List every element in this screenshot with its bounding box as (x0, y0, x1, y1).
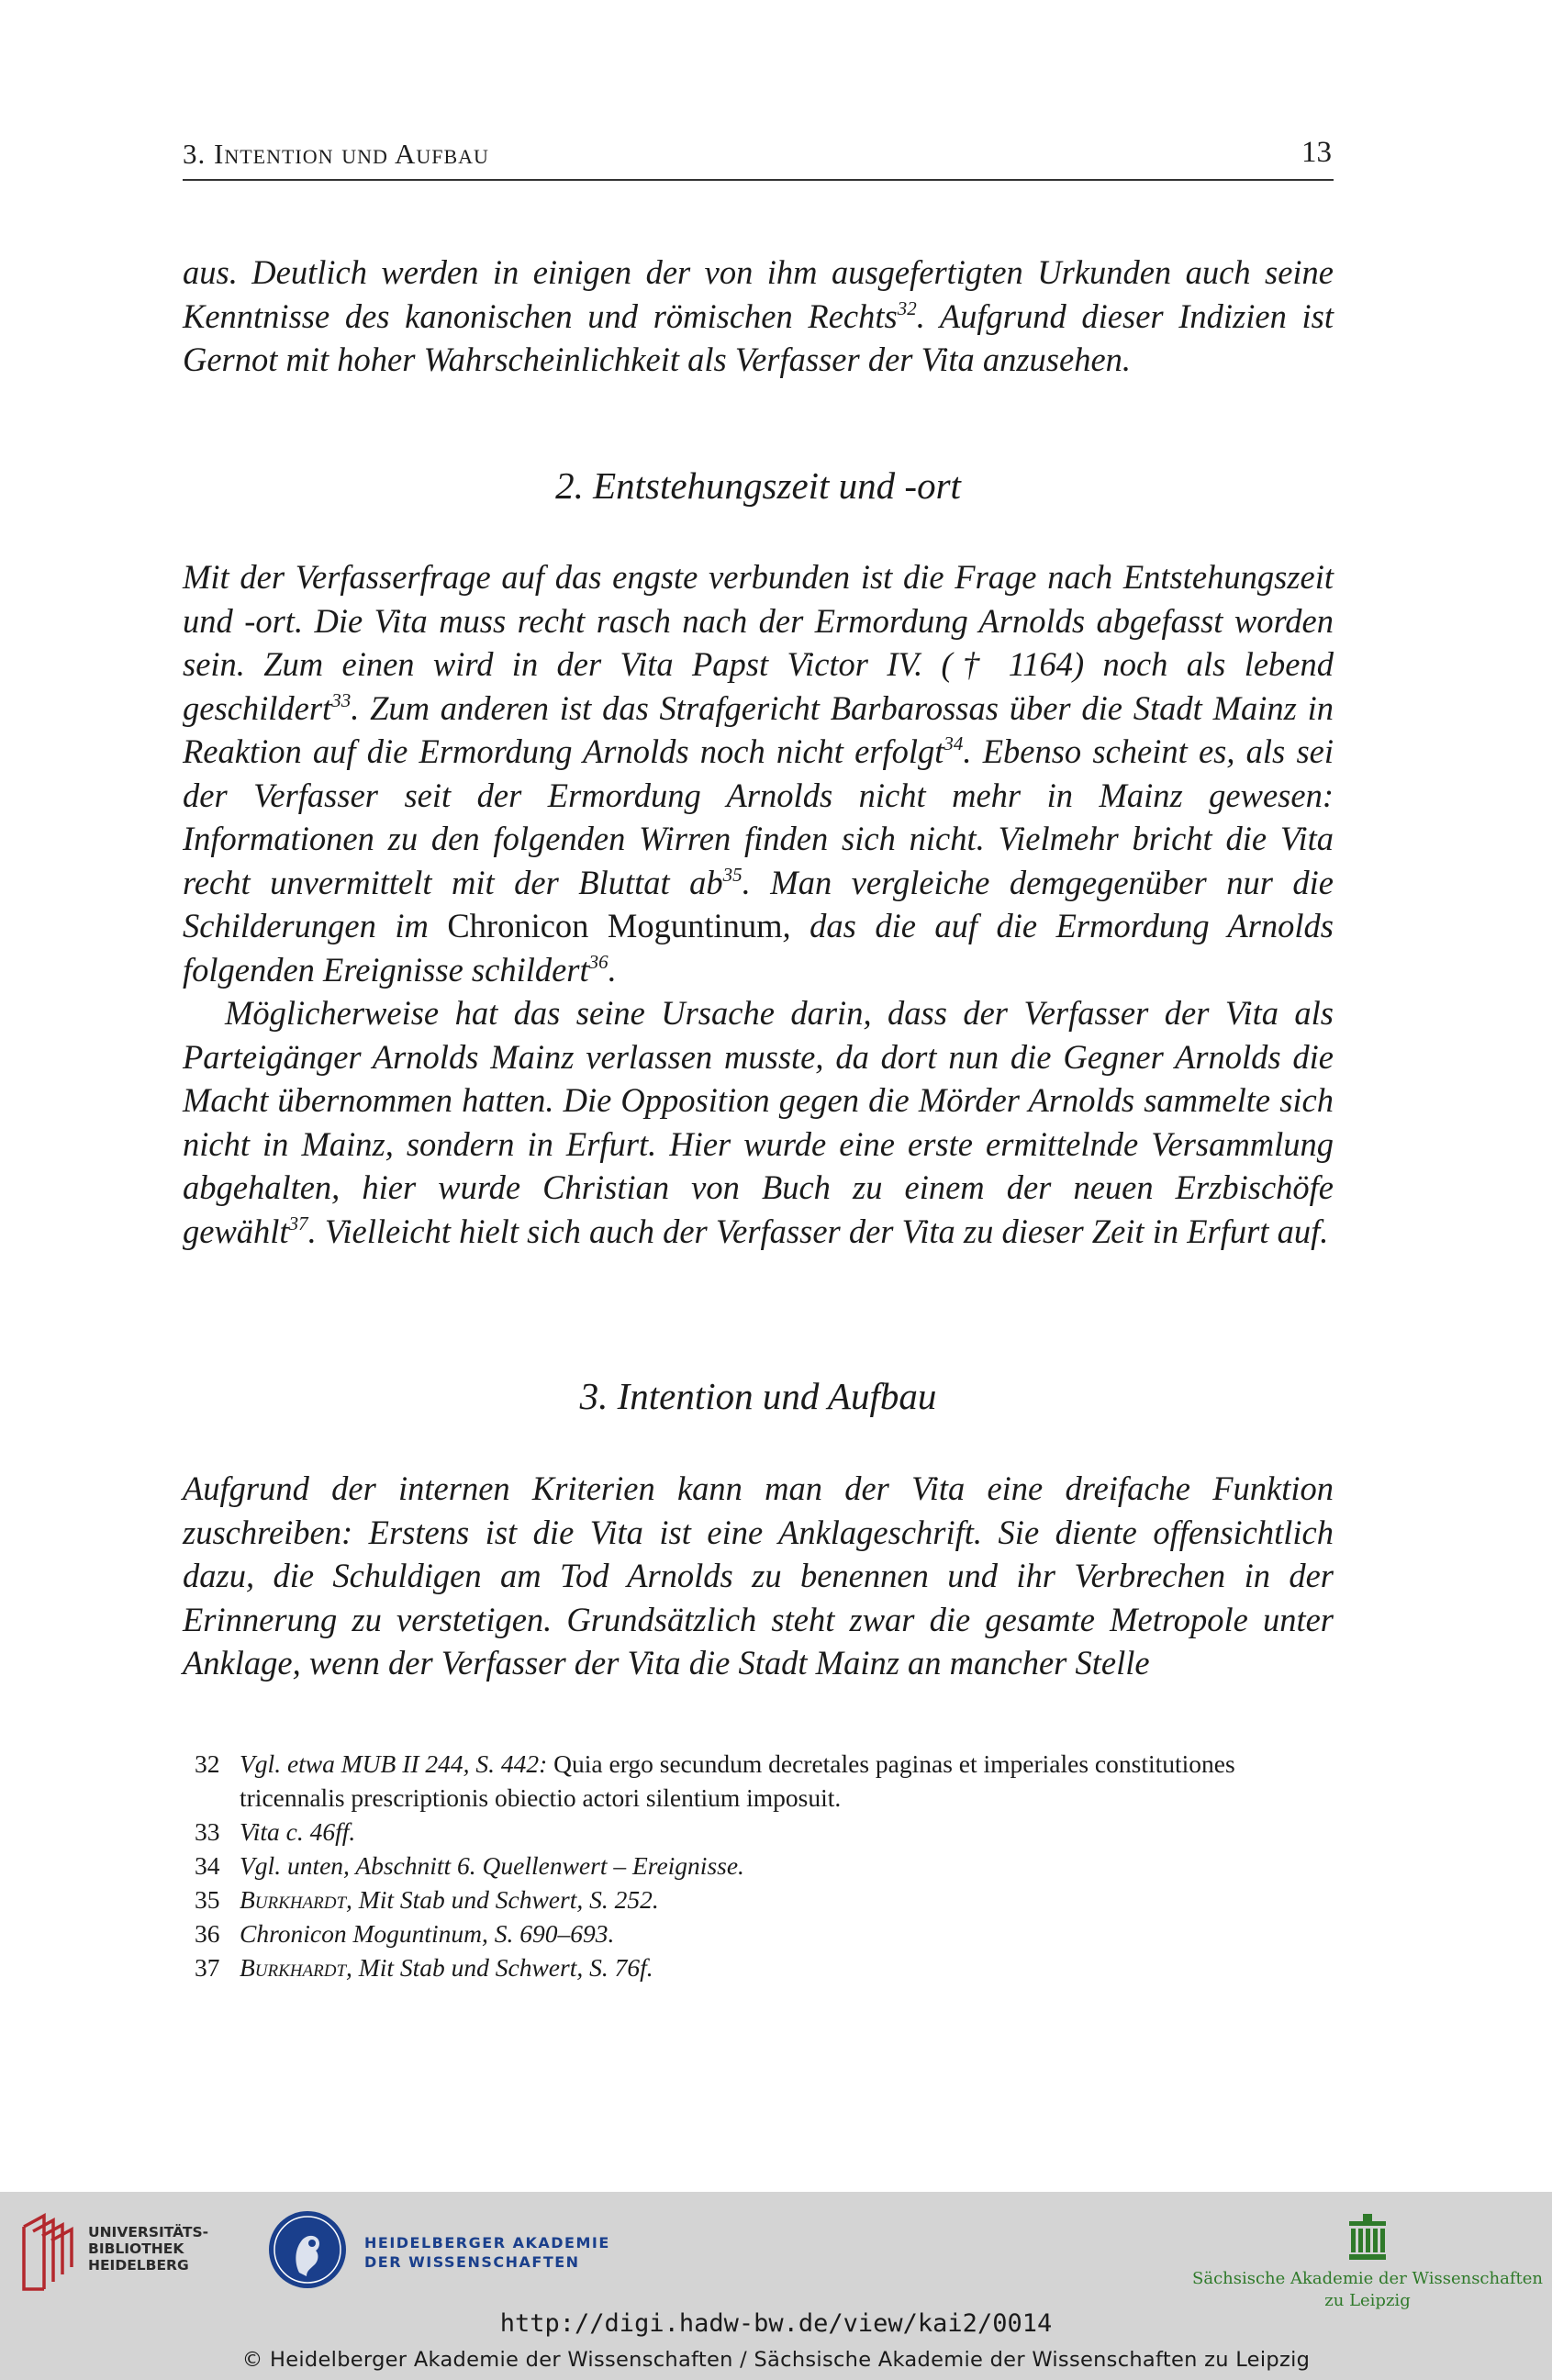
running-head (183, 133, 1334, 181)
university-library-name: UNIVERSITÄTS- BIBLIOTHEK HEIDELBERG (88, 2224, 209, 2274)
footnote-ref-36[interactable]: 36 (588, 950, 609, 973)
footer-band (0, 2192, 1552, 2380)
university-library-logo-icon (17, 2208, 76, 2296)
cited-title: Chronicon Moguntinum (447, 907, 783, 944)
paragraph: Möglicherweise hat das seine Ursache darin, dass der Verfasser der Vita als Parteigänger Arnolds Mainz verlassen musste, da dort nun die Gegner Arnolds die Macht übernommen hatten. Die Opposition gegen die Mörder Arnolds sammelte sich nicht in Mainz, sondern in Erfurt. Hier wurde eine erste ermittelnde Versammlung abgehalten, hier wurde Christian von Buch zu einem der neuen Erzbischöfe gewählt$^{37}$. Vielleicht hielt sich auch der Verfasser der Vita zu dieser Zeit in Erfurt auf. (183, 994, 1334, 1250)
author-name: Burkhardt (240, 1885, 347, 1914)
author-name: Burkhardt (240, 1953, 347, 1982)
footnote: 33 Vita c. 46ff. (195, 1817, 356, 1846)
intro-paragraph: aus. Deutlich werden in einigen der von ihm ausgefertigten Urkunden auch seine Kenntnisse des kanonischen und römischen Rechts$^{32}$. Aufgrund dieser Indizien ist Gernot mit hoher Wahrscheinlichkeit als Verfasser der Vita anzusehen. (183, 253, 1334, 378)
footnote: 37 Burkhardt, Mit Stab und Schwert, S. 76f. (195, 1953, 653, 1982)
footnote-ref-37[interactable]: 37 (288, 1212, 308, 1235)
paragraph: Mit der Verfasserfrage auf das engste verbunden ist die Frage nach Entstehungszeit und -ort. Die Vita muss recht rasch nach der Ermordung Arnolds abgefasst worden sein. Zum einen wird in der Vita Papst Victor IV. († 1164) noch als lebend geschildert$^{33}$. Zum anderen ist das Strafgericht Barbarossas über die Stadt Mainz in Reaktion auf die Ermordung Arnolds noch nicht erfolgt$^{34}$. Ebenso scheint es, als sei der Verfasser seit der Ermordung Arnolds nicht mehr in Mainz gewesen: Informationen zu den folgenden Wirren finden sich nicht. Vielmehr bricht die Vita recht unvermittelt mit der Bluttat $ab^{35}$. Man vergleiche demgegenüber nur die Schilderungen im Chronicon Moguntinum, das die auf die Ermordung Arnolds folgenden Ereignisse schildert$^{36}$. (183, 558, 1334, 989)
saxon-academy-building-icon (1347, 2212, 1388, 2263)
section-3-body (183, 1467, 1334, 1685)
section-2-body (183, 555, 1334, 1253)
footnote: 36 Chronicon Moguntinum, S. 690–693. (195, 1919, 615, 1948)
footnote: 32 Vgl. etwa MUB II 244, S. 442: Quia ergo secundum decretales paginas et imperiales constitutiones tricennalis prescriptionis obiectio actori silentium imposuit. (195, 1749, 1235, 1812)
saxon-academy-name: Sächsische Akademie der Wissenschaften zu Leipzig (1192, 2269, 1543, 2310)
running-head-title: 3. Intention und Aufbau (183, 138, 489, 170)
paragraph: Aufgrund der internen Kriterien kann man der Vita eine dreifache Funktion zuschreiben: Erstens ist die Vita ist eine Anklageschrift. Sie diente offensichtlich dazu, die Schuldigen am Tod Arnolds zu benennen und ihr Verbrechen in der Erinnerung zu verstetigen. Grundsätzlich steht zwar die gesamte Metropole unter Anklage, wenn der Verfasser der Vita die Stadt Mainz an mancher Stelle (183, 1469, 1334, 1682)
footnote: 34 Vgl. unten, Abschnitt 6. Quellenwert – Ereignisse. (195, 1851, 744, 1880)
source-url-link[interactable]: http://digi.hadw-bw.de/view/kai2/0014 (499, 2309, 1053, 2338)
footnote-ref-35[interactable]: 35 (722, 863, 743, 886)
section-heading-3: 3. Intention und Aufbau (579, 1375, 937, 1417)
footnotes (183, 1747, 1334, 1984)
footnote-ref-33[interactable]: 33 (331, 688, 352, 711)
heidelberg-academy-name: HEIDELBERGER AKADEMIE DER WISSENSCHAFTEN (364, 2234, 610, 2271)
academy-seal-icon (266, 2208, 349, 2291)
section-heading-2: 2. Entstehungszeit und -ort (555, 464, 961, 507)
page-number: 13 (1301, 136, 1332, 169)
footnote-ref-32[interactable]: 32 (897, 296, 917, 319)
footnote-ref-34[interactable]: 34 (943, 732, 964, 754)
footnote: 35 Burkhardt, Mit Stab und Schwert, S. 252. (195, 1885, 659, 1914)
copyright-notice: © Heidelberger Akademie der Wissenschaften / Sächsische Akademie der Wissenschaften zu Leipzig (241, 2348, 1311, 2372)
